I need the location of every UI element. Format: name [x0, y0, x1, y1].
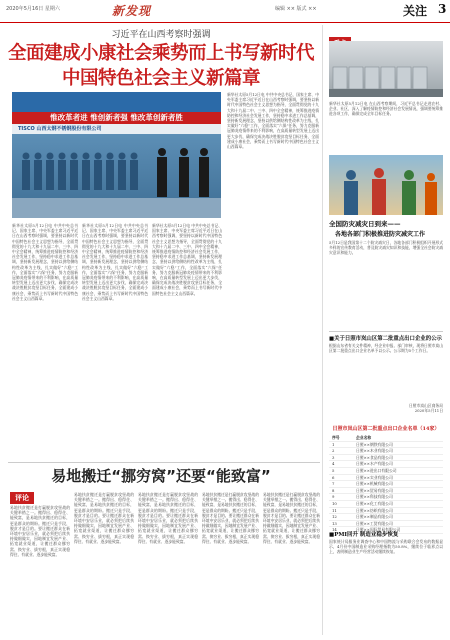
lead-title-line1: 全面建成小康社会乘势而上书写新时代	[7, 43, 314, 64]
lead-title-line2: 中国特色社会主义新篇章	[61, 68, 260, 89]
table-row	[329, 514, 443, 521]
row-index: 12	[329, 514, 353, 521]
news2-body: 根据山东省有关文件精神，经企业申报、部门审核，现将日照市岚山区第二批重点出口企业名单予以公示。公示期为5个工作日。	[329, 343, 443, 354]
company-name: 日照××食品有限公司	[353, 454, 443, 461]
table-row	[329, 474, 443, 481]
table-row	[329, 500, 443, 507]
row-index: 7	[329, 481, 353, 488]
row-index: 2	[329, 448, 353, 455]
company-table	[329, 435, 443, 534]
company-name: 日照××国际贸易有限公司	[353, 527, 443, 534]
lead-photo	[12, 92, 221, 218]
company-name: 日照××机械有限公司	[353, 481, 443, 488]
list-title: 日照市岚山区第二批重点出口企业名单（14家）	[332, 426, 440, 432]
company-name: 日照××实业有限公司	[353, 474, 443, 481]
table-row	[329, 441, 443, 448]
row-index: 9	[329, 494, 353, 501]
table-row	[329, 494, 443, 501]
section-name: 关注	[403, 4, 428, 18]
table-row	[329, 487, 443, 494]
company-name: 日照××工贸有限公司	[353, 520, 443, 527]
lead-kicker: 习近平在山西考察时强调	[111, 30, 211, 40]
table-row	[329, 461, 443, 468]
news2-title: ■关于日照市岚山区第二批重点出口企业的公示	[329, 336, 442, 342]
lead-body-col-right: 新华社太原5月12日电 中共中央总书记、国家主席、中央军委主席习近平近日在山西考察时强调，要坚持以新时代中国特色社会主义思想为指导，全面贯彻党的十九大和十九届二中、三中、四中全会精神，统筹推进疫情防控和经济社会发展工作，坚持稳中求进工作总基调，坚持新发展理念，坚持以供给侧结构性改革为主线，扎实做好“六稳”工作，全面落实“六保”任务，努力克服新冠肺炎疫情带来的不利影响，在高质量转型发展上迈出更大步伐，确保完成决战决胜脱贫攻坚目标任务，全面建成小康社会，乘势而上书写新时代中国特色社会主义山西篇章。	[227, 92, 319, 150]
second-body-col4: 易地扶贫搬迁是打赢脱贫攻坚战的关键举措之一。搬得出、稳得住、能致富，是易地扶贫搬迁的目标，更是群众的期盼。搬迁只是手段，脱贫才是目的。要让搬迁群众在新环境中安居乐业，就必须把后续扶持做细做实，因地制宜发展产业、拓宽就业渠道，让搬迁群众挪穷窝、换穷业、拔穷根，真正实现稳得住、有就业、逐步能致富。	[202, 492, 259, 544]
lead-body-col2: 新华社太原5月12日电 中共中央总书记、国家主席、中央军委主席习近平近日在山西考察时强调，要坚持以新时代中国特色社会主义思想为指导，全面贯彻党的十九大和十九届二中、三中、四中全会精神，统筹推进疫情防控和经济社会发展工作，坚持稳中求进工作总基调，坚持新发展理念，坚持以供给侧结构性改革为主线，扎实做好“六稳”工作，全面落实“六保”任务，努力克服新冠肺炎疫情带来的不利影响，在高质量转型发展上迈出更大步伐，确保完成决战决胜脱贫攻坚目标任务，全面建成小康社会，乘势而上书写新时代中国特色社会主义山西篇章。	[82, 223, 148, 301]
photo-sign: TISCO 山西太钢不锈钢股份有限公司	[12, 124, 221, 134]
col-index: 序号	[329, 435, 353, 441]
table-row	[329, 481, 443, 488]
sidebar-divider	[329, 331, 443, 332]
row-index: 3	[329, 454, 353, 461]
page-number: 3	[438, 2, 447, 16]
row-index: 8	[329, 487, 353, 494]
sidebar	[322, 25, 447, 635]
row-index: 5	[329, 467, 353, 474]
factory-photo	[329, 41, 443, 97]
second-title: 易地搬迁“挪穷窝”还要“能致富”	[51, 467, 271, 485]
second-body-col1: 易地扶贫搬迁是打赢脱贫攻坚战的关键举措之一。搬得出、稳得住、能致富，是易地扶贫搬迁的目标，更是群众的期盼。搬迁只是手段，脱贫才是目的。要让搬迁群众在新环境中安居乐业，就必须把后续扶持做细做实，因地制宜发展产业、拓宽就业渠道，让搬迁群众挪穷窝、换穷业、拔穷根，真正实现稳得住、有就业、逐步能致富。	[10, 505, 70, 557]
company-name: 日照××木业有限公司	[353, 448, 443, 455]
table-row	[329, 507, 443, 514]
row-index: 14	[329, 527, 353, 534]
table-row	[329, 467, 443, 474]
editor-meta: 编辑 ×× 版式 ××	[275, 6, 317, 12]
news1-subtitle: 各地各部门积极推进防灾减灾工作	[335, 231, 426, 238]
company-name: 日照××纺织有限公司	[353, 507, 443, 514]
news1-title: 全国防灾减灾日到来——	[329, 220, 401, 228]
row-index: 11	[329, 507, 353, 514]
company-name: 日照××钢铁有限公司	[353, 441, 443, 448]
lead-body-col1: 新华社太原5月12日电 中共中央总书记、国家主席、中央军委主席习近平近日在山西考察时强调，要坚持以新时代中国特色社会主义思想为指导，全面贯彻党的十九大和十九届二中、三中、四中全会精神，统筹推进疫情防控和经济社会发展工作，坚持稳中求进工作总基调，坚持新发展理念，坚持以供给侧结构性改革为主线，扎实做好“六稳”工作，全面落实“六保”任务，努力克服新冠肺炎疫情带来的不利影响，在高质量转型发展上迈出更大步伐，确保完成决战决胜脱贫攻坚目标任务，全面建成小康社会，乘势而上书写新时代中国特色社会主义山西篇章。	[12, 223, 78, 301]
company-name: 日照××科技有限公司	[353, 494, 443, 501]
second-body-col2: 易地扶贫搬迁是打赢脱贫攻坚战的关键举措之一。搬得出、稳得住、能致富，是易地扶贫搬迁的目标，更是群众的期盼。搬迁只是手段，脱贫才是目的。要让搬迁群众在新环境中安居乐业，就必须把后续扶持做细做实，因地制宜发展产业、拓宽就业渠道，让搬迁群众挪穷窝、换穷业、拔穷根，真正实现稳得住、有就业、逐步能致富。	[74, 492, 134, 544]
commentary-tag: 评论	[10, 492, 34, 504]
row-index: 6	[329, 474, 353, 481]
table-row	[329, 448, 443, 455]
row-index: 10	[329, 500, 353, 507]
second-body-col5: 易地扶贫搬迁是打赢脱贫攻坚战的关键举措之一。搬得出、稳得住、能致富，是易地扶贫搬迁的目标，更是群众的期盼。搬迁只是手段，脱贫才是目的。要让搬迁群众在新环境中安居乐业，就必须把后续扶持做细做实，因地制宜发展产业、拓宽就业渠道，让搬迁群众挪穷窝、换穷业、拔穷根，真正实现稳得住、有就业、逐步能致富。	[263, 492, 320, 544]
photo-banner: 惟改革者进 惟创新者强 惟改革创新者胜	[12, 112, 221, 124]
sidebar-top-body: 新华社太原5月12日电 在山西考察期间，习近平总书记走进农村、企业、社区，深入了解疫情防控和经济社会发展情况，强调要统筹推进各项工作，确保完成全年目标任务。	[329, 101, 443, 117]
news2-sign: 日照市岚山区商务局 2020年5月11日	[408, 403, 443, 414]
row-index: 1	[329, 441, 353, 448]
row-index: 4	[329, 461, 353, 468]
table-row	[329, 520, 443, 527]
issue-date: 2020年5月16日 星期六	[6, 6, 60, 12]
bottom-title: ■PMI回升 制造业稳步恢复	[329, 532, 399, 538]
col-company: 企业名称	[353, 435, 443, 441]
page-header	[0, 0, 450, 23]
company-name: 日照××水产有限公司	[353, 461, 443, 468]
lead-body-col3: 新华社太原5月12日电 中共中央总书记、国家主席、中央军委主席习近平近日在山西考察时强调，要坚持以新时代中国特色社会主义思想为指导，全面贯彻党的十九大和十九届二中、三中、四中全会精神，统筹推进疫情防控和经济社会发展工作，坚持稳中求进工作总基调，坚持新发展理念，坚持以供给侧结构性改革为主线，扎实做好“六稳”工作，全面落实“六保”任务，努力克服新冠肺炎疫情带来的不利影响，在高质量转型发展上迈出更大步伐，确保完成决战决胜脱贫攻坚目标任务，全面建成小康社会，乘势而上书写新时代中国特色社会主义山西篇章。	[152, 223, 222, 296]
photo-crowd	[12, 134, 221, 218]
news1-body: 5月12日是我国第十二个防灾减灾日，各地各部门积极组织开展形式多样的宣传教育活动，普及防灾减灾知识和技能，增强全社会防灾减灾意识和能力。	[329, 240, 443, 256]
people-photo	[329, 155, 443, 215]
bottom-body: 国家统计局服务业调查中心和中国物流与采购联合会发布的数据显示，4月份中国制造业采购经理指数为50.8%，继续位于临界点以上，表明制造业生产经营活动继续恢复。	[329, 539, 443, 555]
table-row	[329, 454, 443, 461]
company-name: 日照××进出口有限公司	[353, 467, 443, 474]
second-body-col3: 易地扶贫搬迁是打赢脱贫攻坚战的关键举措之一。搬得出、稳得住、能致富，是易地扶贫搬迁的目标，更是群众的期盼。搬迁只是手段，脱贫才是目的。要让搬迁群众在新环境中安居乐业，就必须把后续扶持做细做实，因地制宜发展产业、拓宽就业渠道，让搬迁群众挪穷窝、换穷业、拔穷根，真正实现稳得住、有就业、逐步能致富。	[138, 492, 198, 544]
divider	[8, 462, 320, 463]
company-name: 日照××制品有限公司	[353, 514, 443, 521]
newspaper-logo: 新发现	[112, 4, 152, 18]
company-name: 日照××化工有限公司	[353, 500, 443, 507]
row-index: 13	[329, 520, 353, 527]
company-name: 日照××贸易有限公司	[353, 487, 443, 494]
